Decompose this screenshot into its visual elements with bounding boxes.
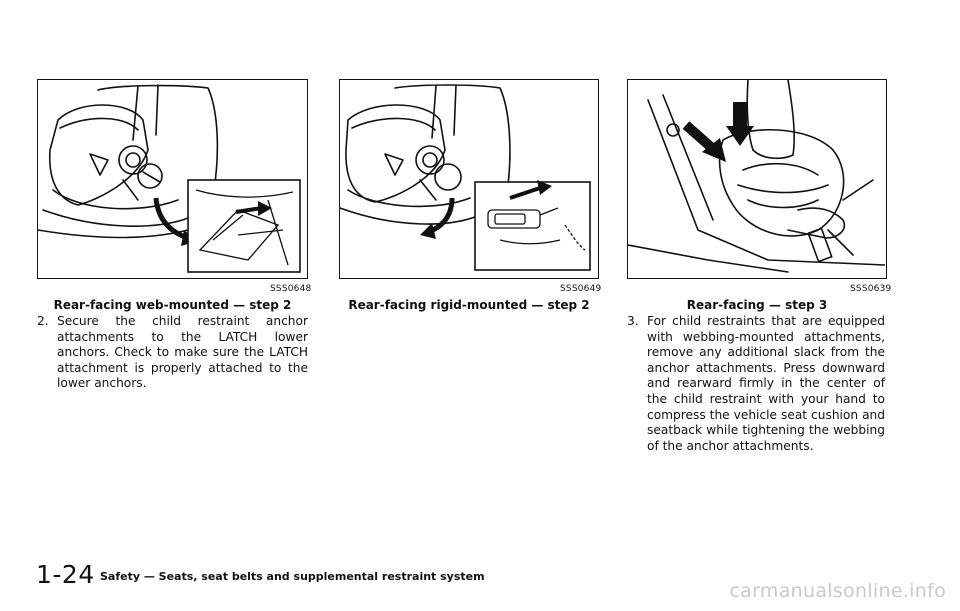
- illustration-press-down: [628, 80, 885, 277]
- figure-step3: [627, 79, 887, 279]
- illustration-web-mounted: [38, 80, 306, 277]
- section-title: Safety — Seats, seat belts and supplemental restraint system: [100, 570, 485, 583]
- figure-caption: Rear-facing web-mounted — step 2: [53, 298, 292, 312]
- watermark: carmanualsonline.info: [729, 580, 946, 602]
- figure-code: SSS0649: [560, 284, 602, 294]
- figure-caption: Rear-facing — step 3: [686, 298, 828, 312]
- page-number: 1-24: [36, 560, 95, 589]
- figure-code: SSS0648: [270, 284, 312, 294]
- illustration-rigid-mounted: [340, 80, 597, 277]
- figure-caption: Rear-facing rigid-mounted — step 2: [348, 298, 590, 312]
- step-text: Secure the child restraint anchor attachments to the LATCH lower anchors. Check to make sure the LATCH attachment is properly attached to the lower anchors.: [57, 314, 308, 391]
- figure-web-mounted-step2: [37, 79, 308, 279]
- step-number: 2.: [37, 314, 49, 328]
- figure-code: SSS0639: [850, 284, 892, 294]
- step-number: 3.: [627, 314, 639, 328]
- step-3-instruction: [627, 314, 885, 454]
- step-2-instruction: [37, 314, 308, 392]
- step-text: For child restraints that are equipped with webbing-mounted attachments, remove any additional slack from the anchor attachments. Press downward and rearward firmly in the center of the child restraint with your hand to compress the vehicle seat cushion and seatback while tightening the webbing of the anchor attachments.: [647, 314, 885, 453]
- figure-rigid-mounted-step2: [339, 79, 599, 279]
